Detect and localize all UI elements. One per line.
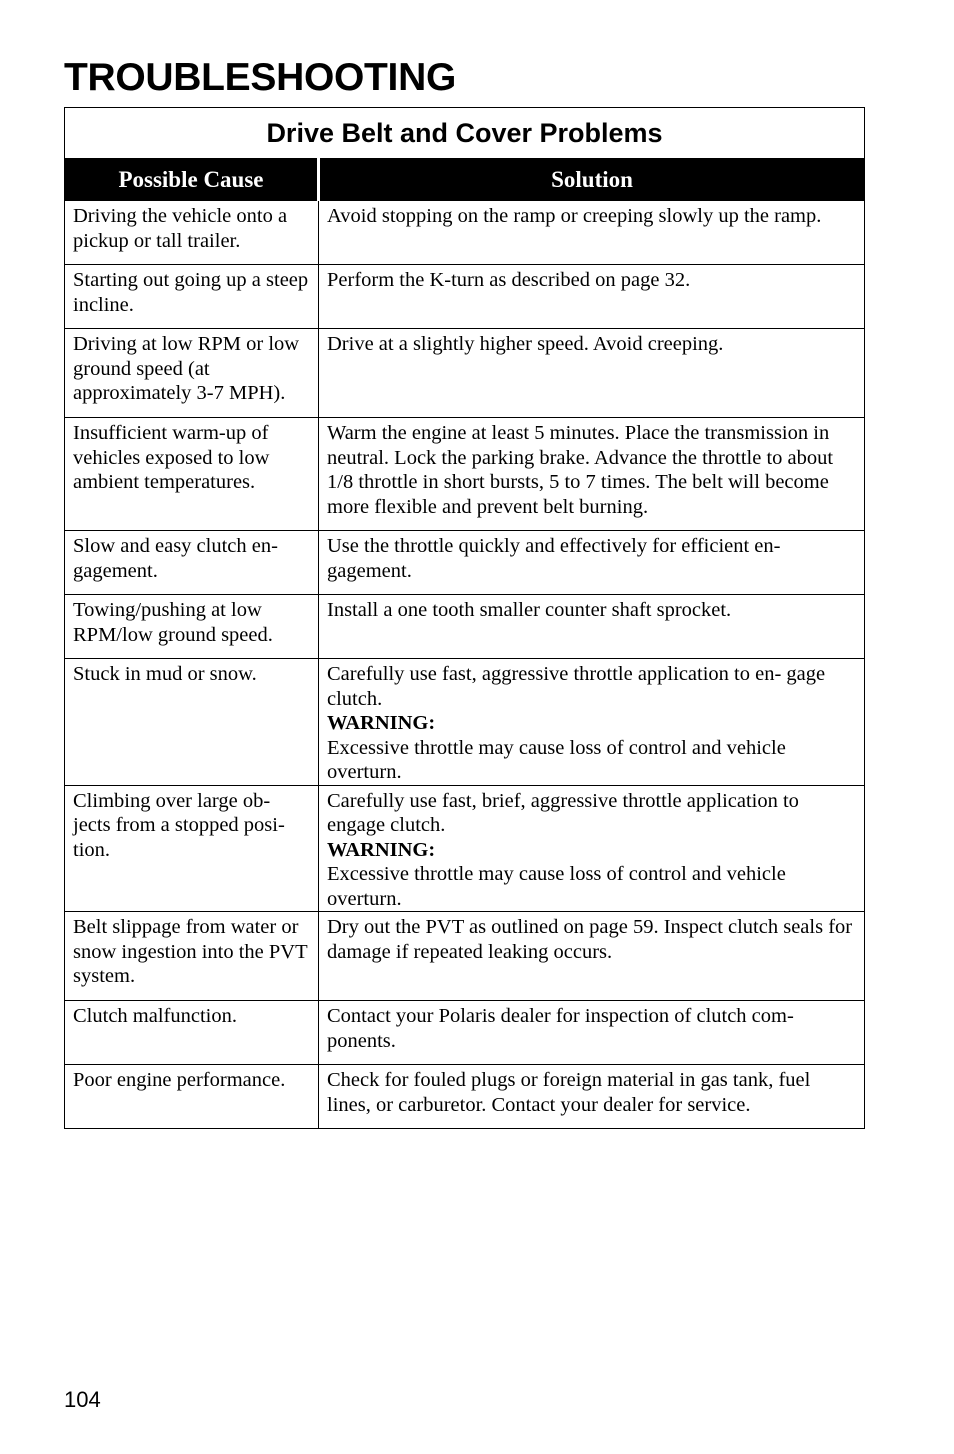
cause-cell: Slow and easy clutch en- gagement.: [65, 531, 319, 595]
cause-cell: Insufficient warm-up of vehicles exposed to low ambient temperatures.: [65, 418, 319, 531]
cause-cell: Driving at low RPM or low ground speed (at approximately 3-7 MPH).: [65, 329, 319, 418]
solution-cell: Perform the K-turn as described on page 32.: [319, 265, 865, 329]
warning-label: WARNING:: [327, 712, 436, 734]
solution-cell: Use the throttle quickly and effectively for efficient en- gagement.: [319, 531, 865, 595]
page-number: 104: [64, 1387, 101, 1412]
table-row: [65, 1065, 865, 1129]
table-row: [65, 595, 865, 659]
column-header-cause: Possible Cause: [65, 159, 319, 201]
cause-cell: Driving the vehicle onto a pickup or tall trailer.: [65, 201, 319, 265]
warning-text: Excessive throttle may cause loss of control and vehicle overturn.: [327, 736, 786, 783]
solution-cell: [319, 659, 865, 786]
cause-cell: Clutch malfunction.: [65, 1001, 319, 1065]
table-row: [65, 1001, 865, 1065]
cause-cell: Poor engine performance.: [65, 1065, 319, 1129]
table-row: [65, 418, 865, 531]
table-header-row: [65, 159, 865, 201]
solution-cell: Check for fouled plugs or foreign material in gas tank, fuel lines, or carburetor. Contact your dealer for service.: [319, 1065, 865, 1129]
table-row: [65, 265, 865, 329]
cause-cell: Stuck in mud or snow.: [65, 659, 319, 786]
solution-cell: Install a one tooth smaller counter shaft sprocket.: [319, 595, 865, 659]
cause-cell: Starting out going up a steep incline.: [65, 265, 319, 329]
page-title: TROUBLESHOOTING: [64, 56, 456, 99]
solution-text: Carefully use fast, brief, aggressive throttle application to engage clutch.: [327, 789, 799, 836]
solution-text: Carefully use fast, aggressive throttle application to en- gage clutch.: [327, 663, 826, 710]
table-row: [65, 912, 865, 1001]
table-section-title: Drive Belt and Cover Problems: [65, 108, 865, 159]
solution-cell: [319, 785, 865, 912]
solution-cell: Drive at a slightly higher speed. Avoid creeping.: [319, 329, 865, 418]
table-row: [65, 785, 865, 912]
cause-cell: Belt slippage from water or snow ingestion into the PVT system.: [65, 912, 319, 1001]
column-header-solution: Solution: [319, 159, 865, 201]
troubleshooting-table: [64, 107, 865, 1129]
warning-text: Excessive throttle may cause loss of control and vehicle overturn.: [327, 863, 786, 910]
cause-cell: Climbing over large ob- jects from a stopped posi- tion.: [65, 785, 319, 912]
solution-cell: Contact your Polaris dealer for inspection of clutch com- ponents.: [319, 1001, 865, 1065]
table-row: [65, 201, 865, 265]
table-row: [65, 659, 865, 786]
table-row: [65, 329, 865, 418]
cause-cell: Towing/pushing at low RPM/low ground speed.: [65, 595, 319, 659]
solution-cell: Dry out the PVT as outlined on page 59. Inspect clutch seals for damage if repeated leaking occurs.: [319, 912, 865, 1001]
table-row: [65, 531, 865, 595]
solution-cell: Avoid stopping on the ramp or creeping slowly up the ramp.: [319, 201, 865, 265]
warning-label: WARNING:: [327, 838, 436, 861]
solution-cell: Warm the engine at least 5 minutes. Place the transmission in neutral. Lock the parking brake. Advance the throttle to about 1/8 throttle in short bursts, 5 to 7 times. The belt will become more flexible and prevent belt burning.: [319, 418, 865, 531]
